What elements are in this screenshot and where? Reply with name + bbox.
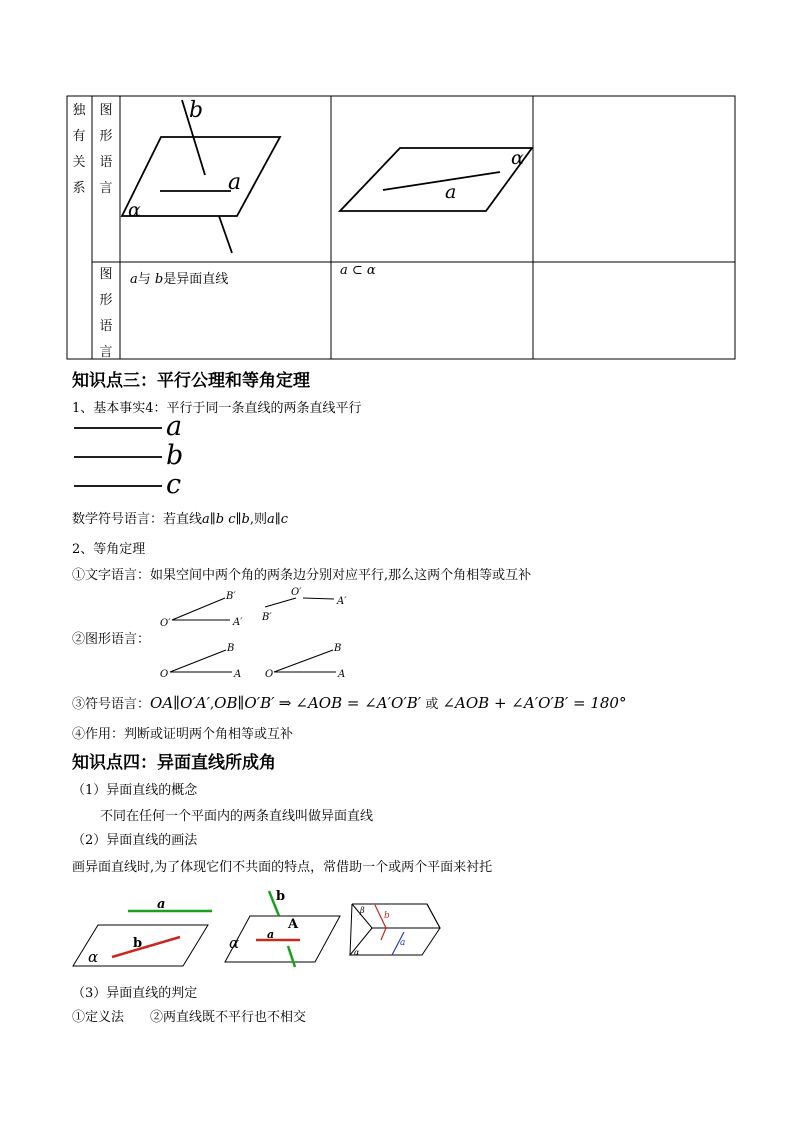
label-A-prime-2: A′ <box>337 596 347 607</box>
line-label-b: b <box>166 440 184 471</box>
label-a: a <box>228 170 242 195</box>
svg-text:α: α <box>354 948 360 957</box>
svg-text:A: A <box>288 917 299 932</box>
label-B-prime-1: B′ <box>226 591 236 602</box>
subset-statement: a ⊂ α <box>340 263 376 278</box>
axiom4-text: 1、基本事实4：平行于同一条直线的两条直线平行 <box>72 401 362 416</box>
equal-angle-theorem-title: 2、等角定理 <box>72 542 146 557</box>
judgement-body: ①定义法 ②两直线既不平行也不相交 <box>72 1010 307 1025</box>
label-B-1: B <box>227 643 235 654</box>
drawing-heading: （2）异面直线的画法 <box>72 833 198 848</box>
label-A-1: A <box>234 669 242 680</box>
drawing-figure-2 <box>225 889 340 967</box>
svg-text:α: α <box>229 934 240 952</box>
drawing-figure-1 <box>73 897 212 966</box>
section4-title: 知识点四：异面直线所成角 <box>72 753 276 773</box>
svg-text:b: b <box>133 936 143 951</box>
svg-text:α: α <box>88 948 99 966</box>
label-O-2: O <box>265 669 274 680</box>
text-language: ①文字语言：如果空间中两个角的两条边分别对应平行,那么这两个角相等或互补 <box>72 568 532 583</box>
svg-text:b: b <box>384 911 390 921</box>
label-A-prime-1: A′ <box>233 617 243 628</box>
label-B-2: B <box>334 643 342 654</box>
label-O-prime-1: O′ <box>160 618 171 629</box>
row-header-exclusive-relation: 独 有 关 系 <box>72 103 86 196</box>
drawing-body: 画异面直线时,为了体现它们不共面的特点，常借助一个或两个平面来衬托 <box>72 860 493 875</box>
section3-title: 知识点三：平行公理和等角定理 <box>72 371 310 391</box>
line-label-c: c <box>166 469 182 500</box>
svg-text:a: a <box>400 938 406 948</box>
label-A-2: A <box>338 669 346 680</box>
label-B-prime-2: B′ <box>262 612 272 623</box>
judgement-heading: （3）异面直线的判定 <box>72 986 198 1001</box>
label-alpha: α <box>128 199 141 221</box>
line-label-a: a <box>166 411 183 442</box>
drawing-figure-3 <box>350 904 440 957</box>
svg-text:b: b <box>276 889 286 904</box>
symbol-language: ③符号语言：OA∥O′A′,OB∥O′B′ ⇒ ∠AOB = ∠A′O′B′ 或 ∠AOB + ∠A′O′B′ = 180° <box>72 694 627 712</box>
usage-text: ④作用：判断或证明两个角相等或互补 <box>72 727 294 742</box>
sub-header-figure-language: 图 形 语 言 <box>99 103 113 196</box>
label-alpha: α <box>511 147 524 169</box>
label-O-1: O <box>160 669 169 680</box>
label-a: a <box>445 181 457 203</box>
svg-text:a: a <box>157 897 166 912</box>
label-b: b <box>189 98 204 123</box>
svg-text:a: a <box>267 928 275 941</box>
sub-header-figure-language-2: 图 形 语 言 <box>99 267 113 360</box>
skew-lines-statement: a与 b是异面直线 <box>130 272 229 287</box>
svg-text:β: β <box>360 906 365 915</box>
concept-heading: （1）异面直线的概念 <box>72 783 198 798</box>
figure-language-label: ②图形语言： <box>72 632 151 647</box>
label-O-prime-2: O′ <box>291 587 302 598</box>
concept-body: 不同在任何一个平面内的两条直线叫做异面直线 <box>100 809 374 824</box>
math-symbol-language: 数学符号语言：若直线a∥b c∥b,则a∥c <box>72 512 289 527</box>
